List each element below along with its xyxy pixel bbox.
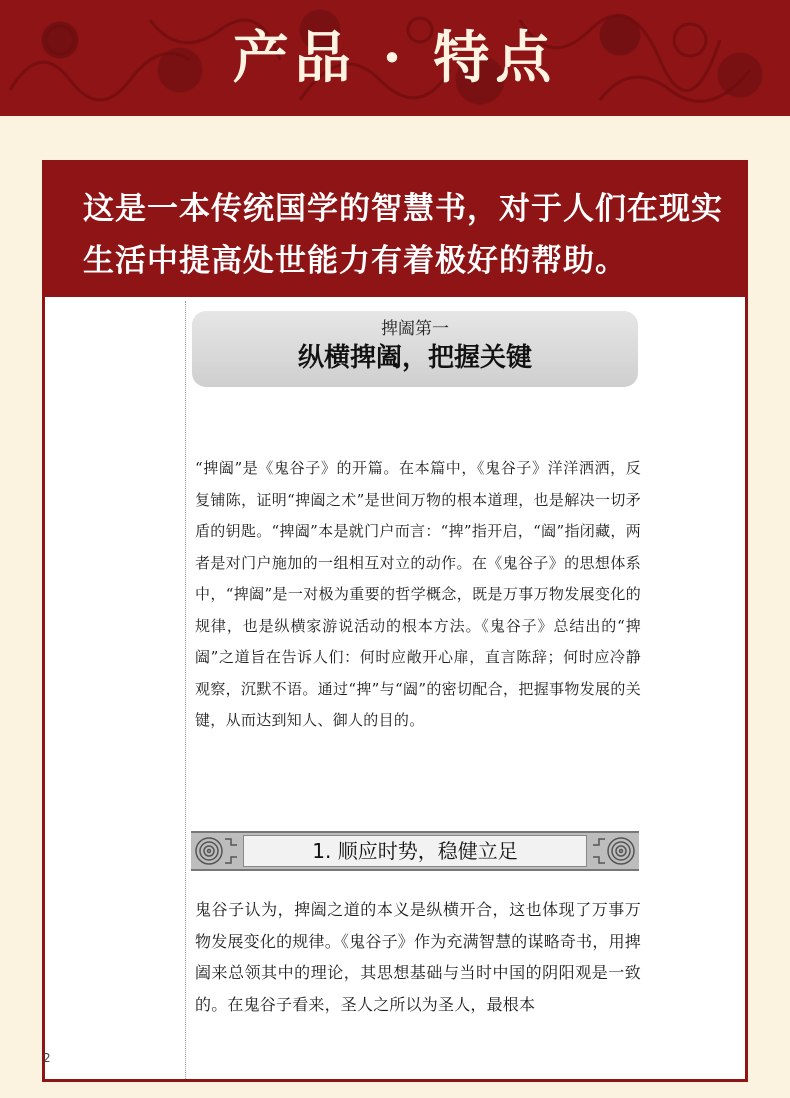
page-gutter-divider <box>185 301 186 1079</box>
spiral-ornament-icon <box>587 835 637 867</box>
section-title: 1. 顺应时势，稳健立足 <box>243 835 587 867</box>
chapter-subtitle: 捭阖第一 <box>381 319 449 339</box>
top-banner <box>0 0 790 116</box>
banner-title: 产品 · 特点 <box>232 25 558 91</box>
intro-paragraph: “捭阖”是《鬼谷子》的开篇。在本篇中，《鬼谷子》洋洋洒洒，反复铺陈，证明“捭阖之术”是世间万物的根本道理，也是解决一切矛盾的钥匙。“捭阖”本是就门户而言：“捭”指开启，“阖”指闭藏，两者是对门户施加的一组相互对立的动作。在《鬼谷子》的思想体系中，“捭阖”是一对极为重要的哲学概念，既是万事万物发展变化的规律，也是纵横家游说活动的根本方法。《鬼谷子》总结出的“捭阖”之道旨在告诉人们：何时应敞开心扉，直言陈辞；何时应冷静观察，沉默不语。通过“捭”与“阖”的密切配合，把握事物发展的关键，从而达到知人、御人的目的。 <box>195 459 641 729</box>
spiral-ornament-icon <box>193 835 243 867</box>
frame-header-text: 这是一本传统国学的智慧书，对于人们在现实生活中提高处世能力有着极好的帮助。 <box>45 163 745 297</box>
page-number: 2 <box>43 1051 51 1065</box>
section-heading-bar <box>191 831 639 871</box>
chapter-title: 纵横捭阖，把握关键 <box>297 343 532 373</box>
chapter-heading <box>192 311 638 387</box>
body-paragraph: 鬼谷子认为，捭阖之道的本义是纵横开合，这也体现了万事万物发展变化的规律。《鬼谷子》作为充满智慧的谋略奇书，用捭阖来总领其中的理论，其思想基础与当时中国的阴阳观是一致的。在鬼谷子看来，圣人之所以为圣人，最根本 <box>195 900 641 1014</box>
content-frame <box>42 160 748 1082</box>
